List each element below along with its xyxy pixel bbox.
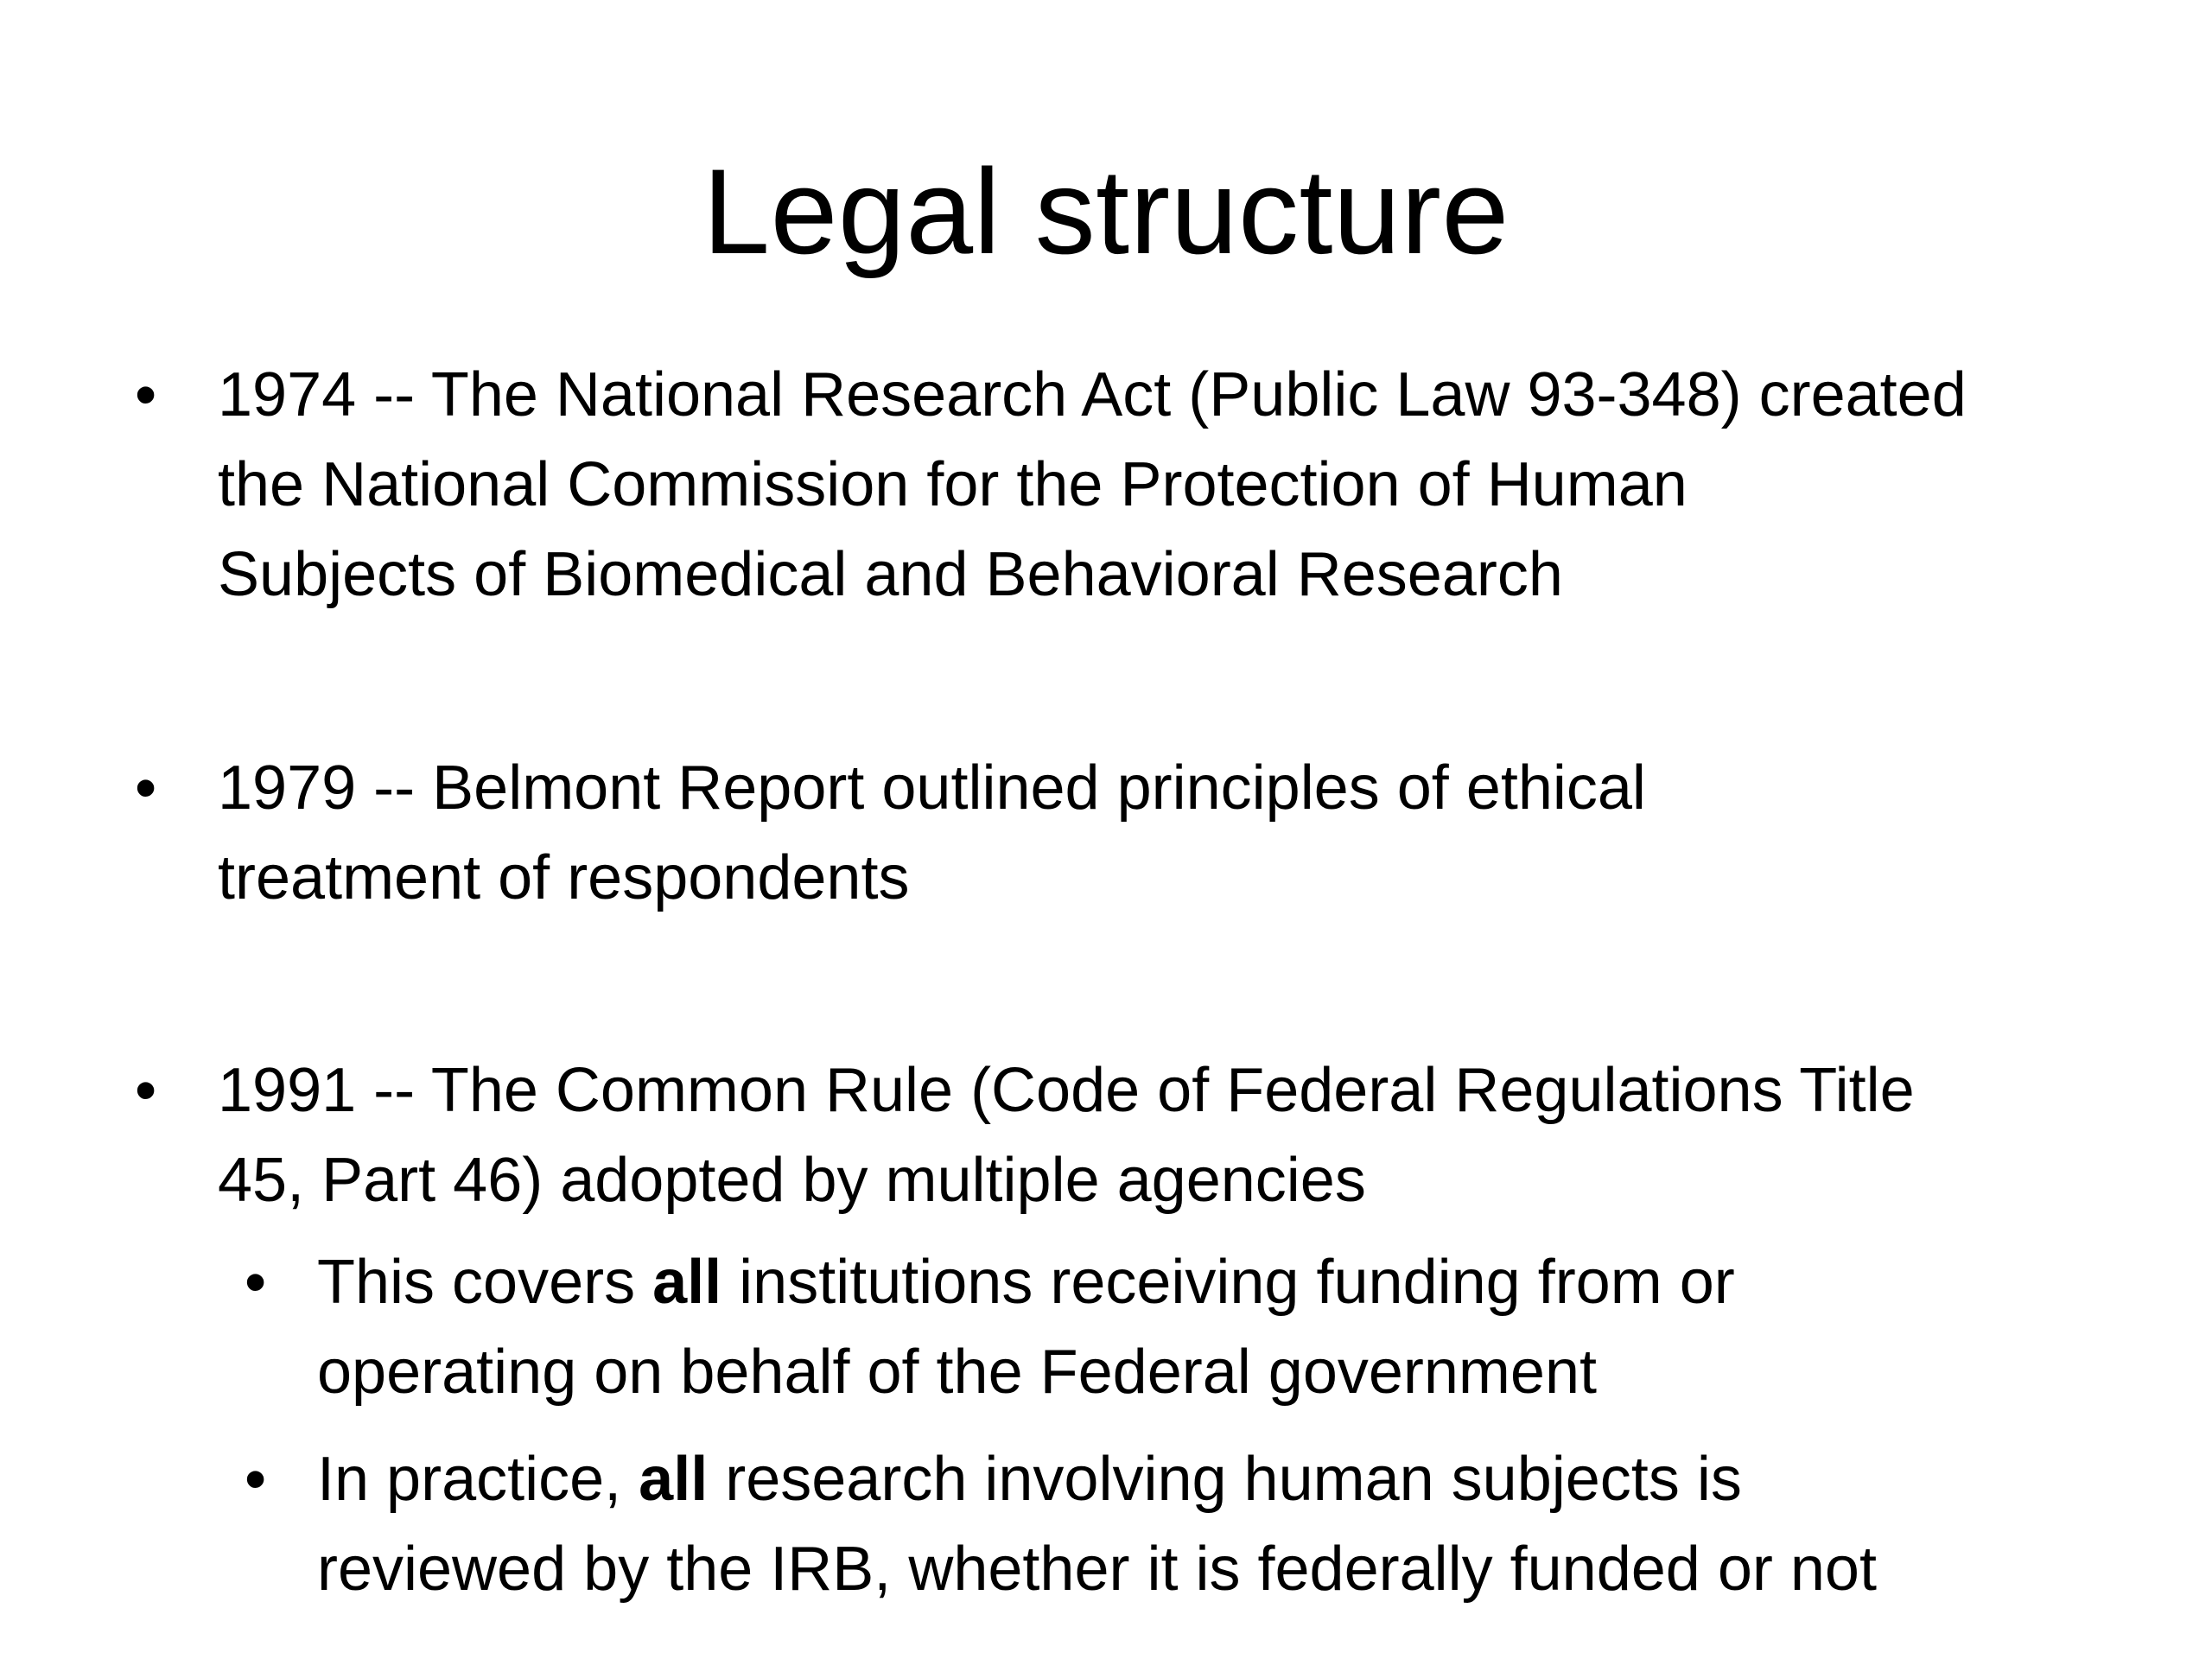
sub-bullet-suffix: institutions receiving funding from or (721, 1248, 1735, 1317)
bullet-marker: • (135, 360, 157, 429)
slide-title: Legal structure (702, 143, 1510, 279)
emphasis-all: all (639, 1445, 709, 1514)
bullet-line: 45, Part 46) adopted by multiple agencies (218, 1146, 1366, 1215)
sub-bullet-prefix: In practice, (317, 1445, 639, 1514)
bullet-line: the National Commission for the Protection of Human (218, 450, 1688, 519)
bullet-line: 1991 -- The Common Rule (Code of Federal Regulations Title (218, 1056, 1915, 1125)
sub-bullet-marker: • (245, 1248, 267, 1317)
sub-bullet-text (317, 1237, 2114, 1417)
sub-bullet-suffix: research involving human subjects is (708, 1445, 1742, 1514)
sub-bullet-line (317, 1237, 2114, 1327)
emphasis-all: all (652, 1248, 722, 1317)
bullet-marker: • (135, 1056, 157, 1125)
bullet-line: 1974 -- The National Research Act (Public Law 93-348) created (218, 360, 1967, 429)
bullet-text (218, 350, 2119, 620)
sub-bullet-prefix: This covers (317, 1248, 653, 1317)
bullet-line: treatment of respondents (218, 843, 910, 912)
bullet-marker: • (135, 753, 157, 823)
bullet-text (218, 1046, 2119, 1225)
sub-bullet-line (317, 1434, 2114, 1524)
bullet-text (218, 743, 2119, 923)
sub-bullet-line: operating on behalf of the Federal government (317, 1338, 1597, 1407)
sub-bullet-text (317, 1434, 2114, 1614)
bullet-line: Subjects of Biomedical and Behavioral Research (218, 540, 1563, 609)
sub-bullet-marker: • (245, 1445, 267, 1514)
sub-bullet-line: reviewed by the IRB, whether it is federally funded or not (317, 1535, 1877, 1604)
bullet-line: 1979 -- Belmont Report outlined principles of ethical (218, 753, 1646, 823)
